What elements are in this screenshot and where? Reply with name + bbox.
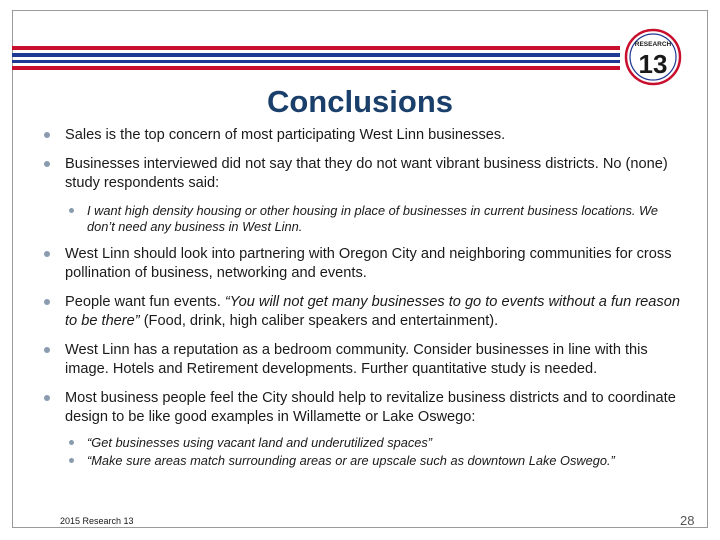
header-stripe-red-bottom [12,66,620,70]
sub-bullet-match-areas: “Make sure areas match surrounding areas or are upscale such as downtown Lake Oswego.” [40,453,680,469]
page-number: 28 [680,513,695,528]
fun-events-quote: “You will not get many businesses to go to events without a fun reason to be there” [65,294,680,329]
bullet-list [40,126,680,479]
bullet-oregon-city-partnering: West Linn should look into partnering with Oregon City and neighboring communities for cross pollination of business, networking and events. [40,245,680,283]
header-stripe-red-top [12,46,620,50]
sub-bullet-vacant-land: “Get businesses using vacant land and underutilized spaces” [40,435,680,451]
sub-bullet-housing-quote: I want high density housing or other housing in place of businesses in current business locations. We don’t need any business in West Linn. [40,203,680,235]
bullet-sales-concern: Sales is the top concern of most participating West Linn businesses. [40,126,680,145]
footer-source: 2015 Research 13 [60,516,134,526]
logo-number: 13 [638,49,668,79]
research-13-logo-graphic [624,28,682,86]
research-13-logo [624,28,682,86]
bullet-vibrant-districts: Businesses interviewed did not say that they do not want vibrant business districts. No (none) study respondents said: [40,155,680,193]
bullet-revitalize-districts: Most business people feel the City should help to revitalize business districts and to coordinate design to be like good examples in Willamette or Lake Oswego: [40,389,680,427]
slide-title: Conclusions [266,84,453,119]
fun-events-tail: (Food, drink, high caliber speakers and entertainment). [139,313,499,329]
bullet-fun-events [40,293,680,331]
header-stripe-blue-1 [12,53,620,57]
header-stripe-blue-2 [12,60,620,63]
logo-top-text: RESEARCH [634,41,672,48]
fun-events-lead: People want fun events. [65,294,225,310]
bullet-bedroom-community: West Linn has a reputation as a bedroom community. Consider businesses in line with this image. Hotels and Retirement developments. Further quantitative study is needed. [40,341,680,379]
